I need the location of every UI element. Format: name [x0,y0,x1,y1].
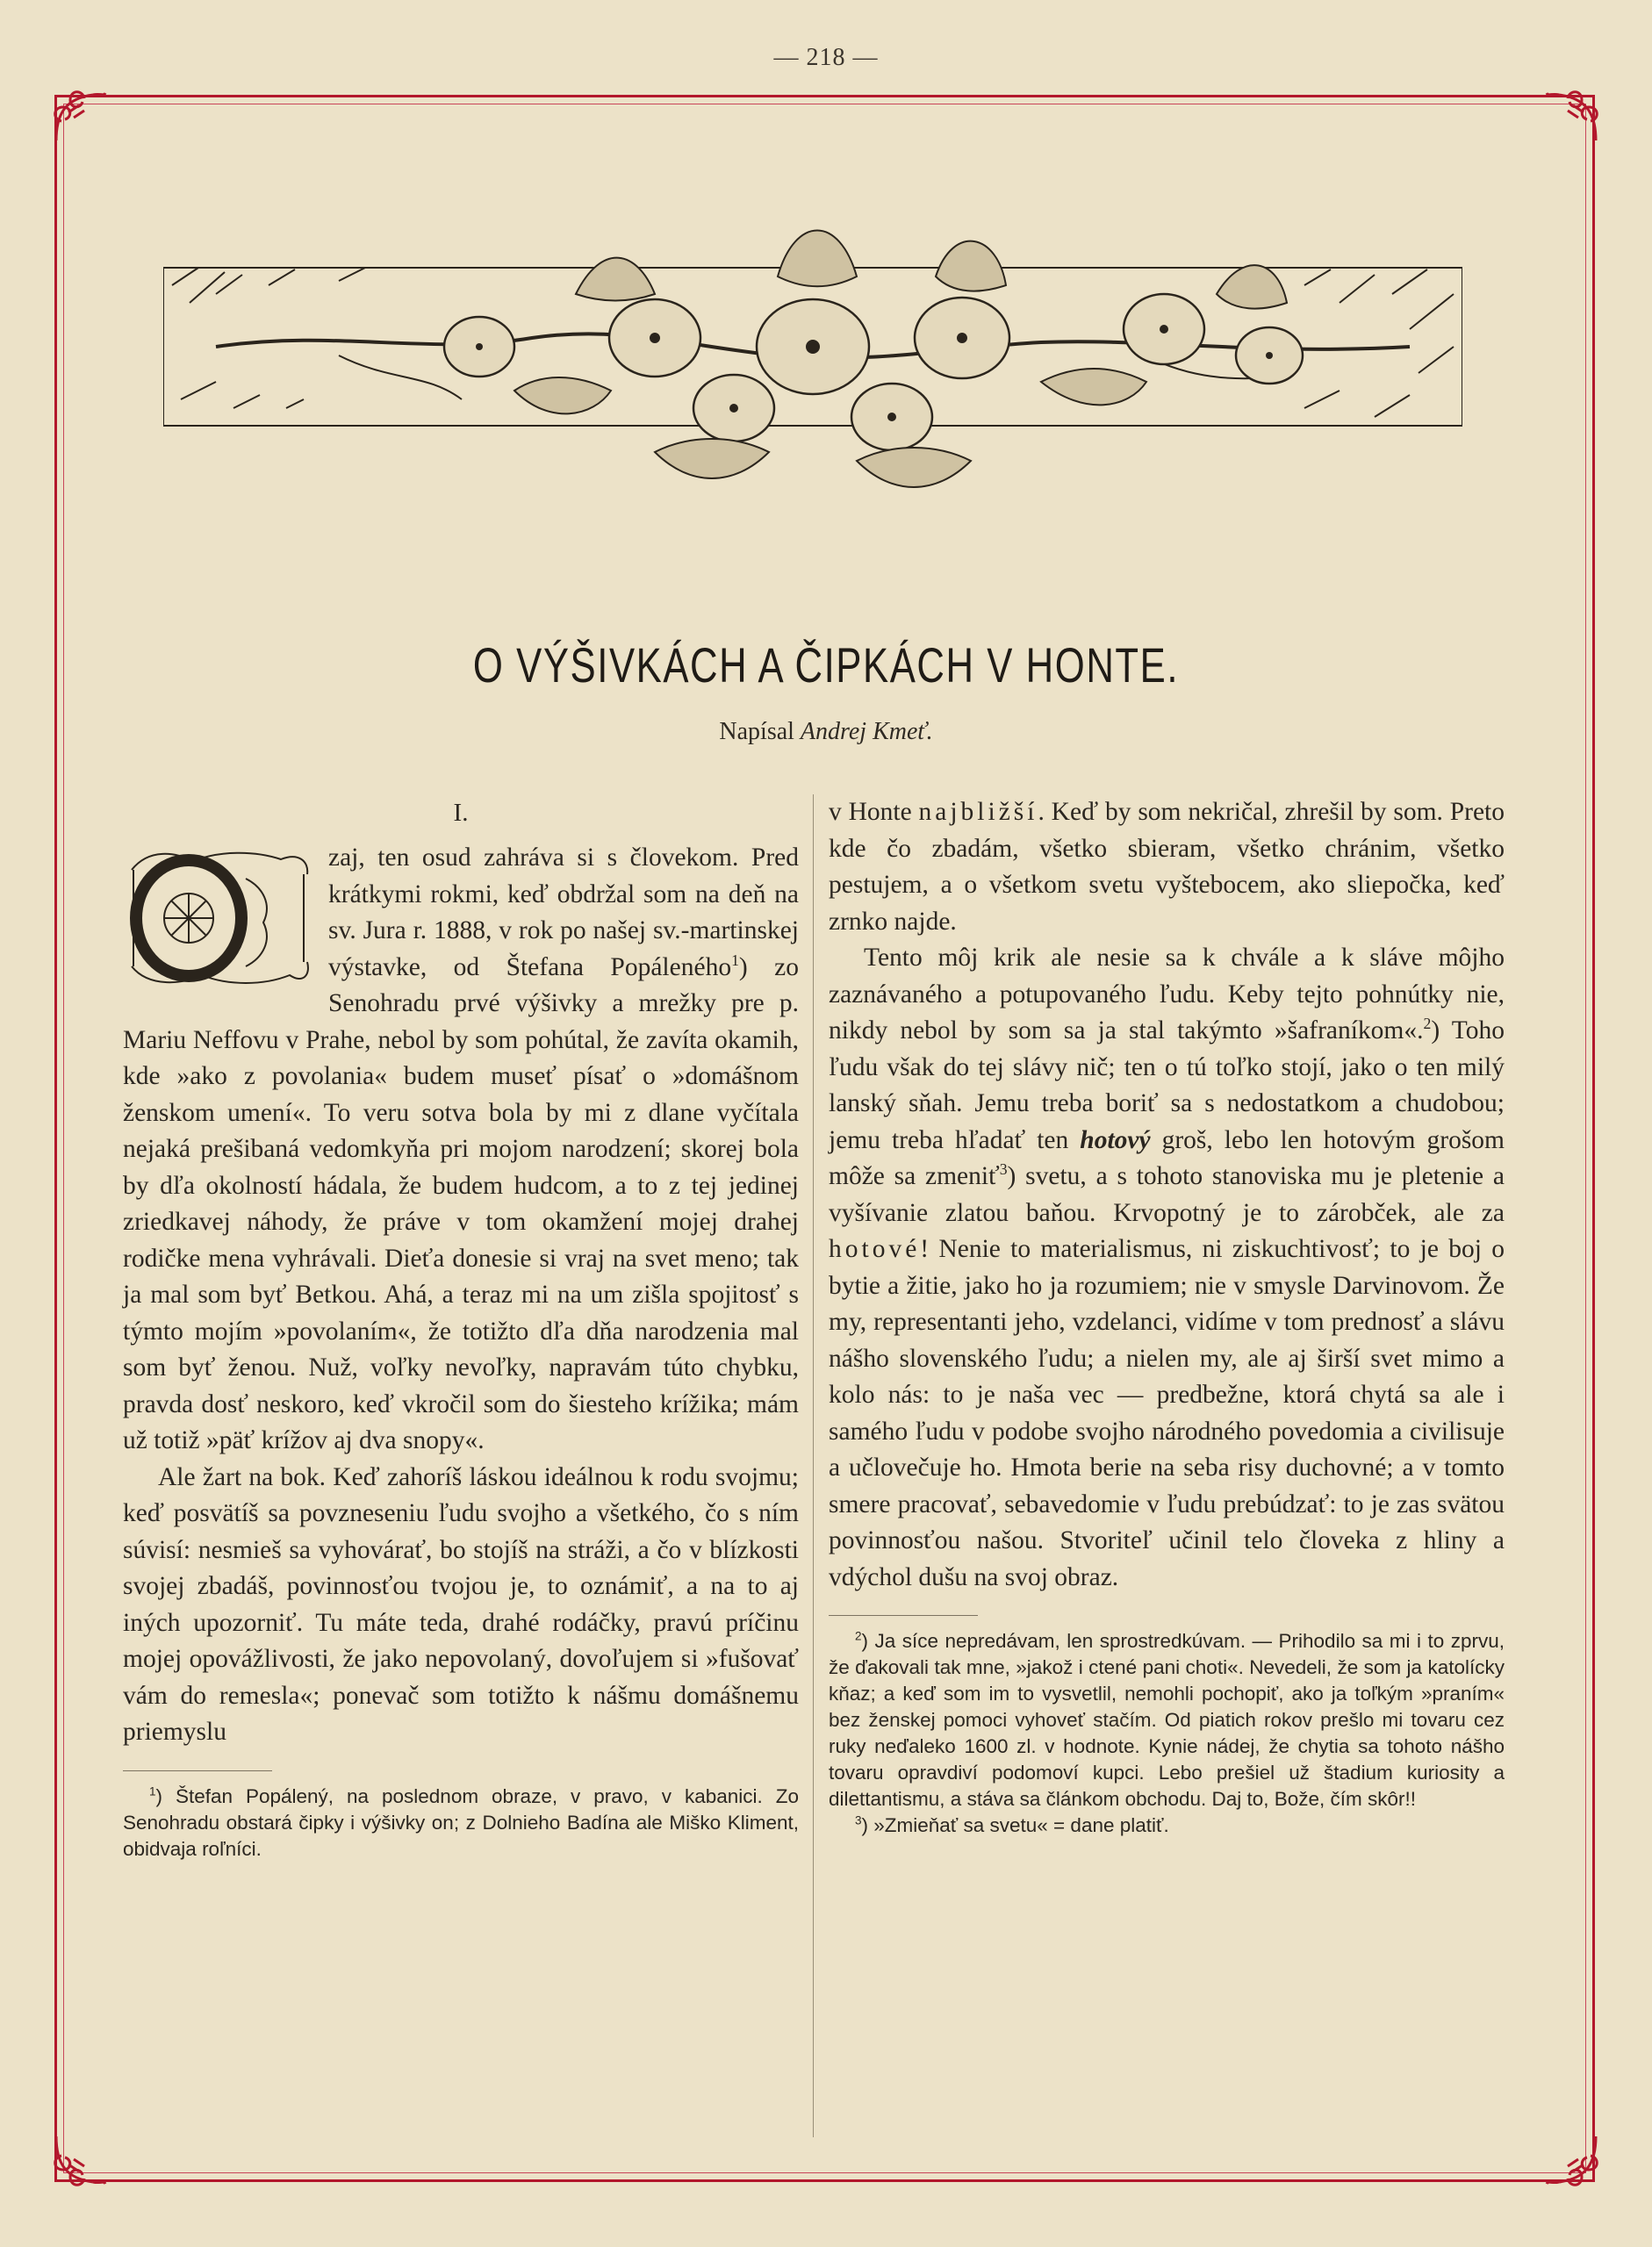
byline-prefix: Napísal [719,718,794,745]
footnote-rule [123,1770,272,1771]
footnote-rule [829,1615,978,1616]
corner-ornament-icon [1541,2129,1603,2191]
footnote-3: $^3$) »Zmieňať sa svetu« = dane platiť. [855,1813,1169,1836]
corner-ornament-icon [49,2129,111,2191]
left-paragraph-2: Ale žart na bok. Keď zahoríš láskou ideálnou k rodu svojmu; keď posvätíš sa povzneseniu ľudu svojho a všetkého, čo s ním súvisí: nesmieš sa vyhovárať, bo stojíš na stráži, a čo v blízkosti svojej zbadáš, povinnosťou tvojou je, to oznámiť, a na to aj iných upozorniť. Tu máte teda, drahé rodáčky, pravú príčinu mojej opovážlivosti, že jako nepovolaný, dovoľujem si »fušovať vám do remesla«; ponevač som totižto k nášmu domášnemu priemyslu [123,1462,799,1746]
corner-ornament-icon [1541,86,1603,147]
floral-header-illustration [163,171,1462,505]
column-divider [813,794,814,2137]
left-column [123,794,799,1863]
right-column [829,794,1505,1839]
right-paragraph-1: v Honte najbližší. Keď by som nekričal, zhrešil by som. Preto kde čo zbadám, všetko sbieram, všetko chránim, všetko pestujem, a o všetkom svetu vyštebocem, ako sliepočka, keď zrnko najde. [829,798,1505,936]
left-paragraph-1: zaj, ten osud zahráva si s človekom. Pred krátkymi rokmi, keď obdržal som na deň na sv. Jura r. 1888, v rok po našej sv.-martinskej výstavke, od Štefana Popáleného$^1$) zo Senohradu prvé výšivky a mrežky pre p. Mariu Neffovu v Prahe, nebol by som pohútal, že zavíta okamih, kde »ako z povolania« budem museť písať o »domášnom ženskom umení«. To veru sotva bola by mi z dlane vyčítala nejaká prešibaná vedomkyňa pri mojom narodzení; skorej bola by dľa okolností hádala, že budem hudcom, a to z tej jedinej zriedkavej náhody, že práve v tom okamžení mojej drahej rodičke mena vyhrávali. Dieťa donesie si vraj na svet meno; tak ja mal som byť Betkou. Ahá, a teraz mi na um zišla spojitosť s týmto mojím »povolaním«, že totižto dľa dňa narodzenia mal som byť ženou. Nuž, voľky nevoľky, napravám túto chybku, pravda dosť neskoro, keď vkročil som do šiesteho krížika; mám už totiž »päť krížov aj dva snopy«. [123,844,800,1454]
footnote-ref-2[interactable]: 2 [1423,1015,1432,1033]
author-name: Andrej Kmeť. [800,718,933,745]
article-byline [0,718,1652,746]
corner-ornament-icon [49,86,111,147]
article-title: O VÝŠIVKÁCH A ČIPKÁCH V HONTE. [472,637,1180,693]
footnote-ref-3[interactable]: 3 [999,1160,1008,1179]
dropcap-letter: O [188,940,190,941]
footnote-1: $^1$) Štefan Popálený, na poslednom obraze, v pravo, v kabanici. Zo Senohradu obstará čipky i výšivky on; z Dolnieho Badína ale Miško Kliment, obidvaja roľníci. [123,1784,799,1860]
section-heading: I. [453,799,469,827]
right-paragraph-2: Tento môj krik ale nesie sa k chvále a k sláve môjho zaznávaného a potupovaného ľudu. Keby tejto pohnútky nie, nikdy nebol by som sa ja stal takýmto »šafraníkom«.$^2$) Toho ľudu však do tej slávy nič; ten o tú toľko stojí, jako o ten milý lanský sňah. Jemu treba boriť sa s nedostatkom a chudobou; jemu treba hľadať ten hotový groš, lebo len hotovým grošom môže sa zmeniť$^3$) svetu, a s tohoto stanoviska mu je pletenie a vyšívanie zlatou baňou. Krvopotný je to zárobček, ale za hotové! Nenie to materialismus, ni ziskuchtivosť; to je boj o bytie a žitie, jako ho ja rozumiem; nie v smysle Darvinovom. Že my, representanti jeho, vzdelanci, vidíme v tom prednosť a slávu nášho slovenského ľudu; a nielen my, ale aj širší svet mimo a kolo nás: to je naša vec — predbežne, ktorá chytá sa ale i samého ľudu v podobe svojho národného povedomia a civilisuje a učlovečuje ho. Hmota berie na seba risy duchovné; a v tomto smere pracovať, sebavedomie v ľudu prebúdzať: to je zas svätou povinnosťou našou. Stvoriteľ učinil telo človeka z hliny a vdýchol dušu na svoj obraz. [829,944,1505,1591]
ornamental-dropcap-icon [123,844,314,991]
footnote-ref-1[interactable]: 1 [731,951,739,969]
page-number: — 218 — [773,44,879,71]
footnote-2: $^2$) Ja síce nepredávam, len sprostredkúvam. — Prihodilo sa mi i to zprvu, že ďakovali tak mne, »jakož i ctené pani choti«. Nevedeli, že som ja katolícky kňaz; a keď som im to vysvetlil, nemohli pochopiť, ako ja toľkým »praním« bez ženskej pomoci vyhoveť stačím. Od piatich rokov prešlo mi tovaru cez ruky neďaleko 1600 zl. v hodnote. Kynie nádej, že chytia sa tohoto nášho tovaru opravdiví podomoví kupci. Lebo prešiel už štadium kuriosity a dilettantismu, a stáva sa článkom obchodu. Daj to, Bože, čím skôr!! [829,1629,1505,1810]
